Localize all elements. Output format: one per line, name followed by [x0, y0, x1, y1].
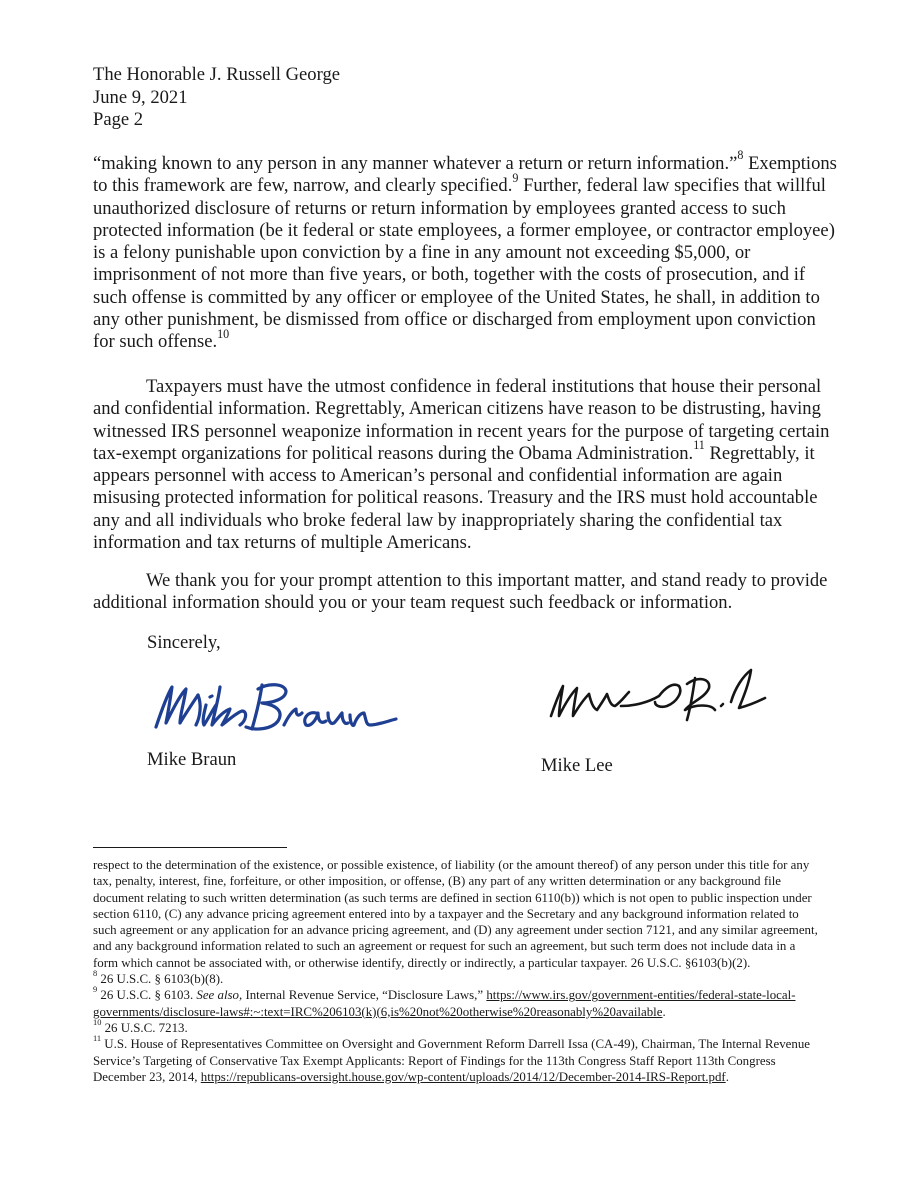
paragraph-2-text-b: Regrettably, it appears personnel with access to American’s personal and confidential information are again misusing protected information for political reasons. Treasury and the IRS must hold accountable any and all individuals who broke federal law by inappropriately sharing the confidential tax information and tax returns of multiple Americans. [93, 442, 818, 554]
footnote-10 [93, 1020, 821, 1036]
paragraph-3-text: We thank you for your prompt attention to this important matter, and stand ready to provide additional information should you or your team request such feedback or information. [93, 570, 828, 614]
footnote-9-end: . [662, 1004, 666, 1019]
paragraph-2 [93, 376, 838, 554]
signature-mike-braun [150, 675, 400, 737]
closing-salutation: Sincerely, [147, 632, 221, 653]
footnote-10-text: 26 U.S.C. 7213. [101, 1020, 188, 1035]
paragraph-1-text-c: Further, federal law specifies that willful unauthorized disclosure of returns or return information by employees granted access to such protected information (be it federal or state employees, a former employee, or contractor employee) is a felony punishable upon conviction by a fine in any amount not exceeding $5,000, or imprisonment of not more than five years, or both, together with the costs of prosecution, and if such offense is committed by any officer or employee of the United States, he shall, in addition to any other punishment, be dismissed from office or discharged from employment upon conviction for such offense. [93, 175, 835, 353]
footnote-continued: respect to the determination of the existence, or possible existence, of liability (or the amount thereof) of any person under this title for any tax, penalty, interest, fine, forfeiture, or other imposition, or offense, (B) any part of any written determination or any background file document relating to such written determination (as such terms are defined in section 6110(b)) which is not open to public inspection under section 6110, (C) any advance pricing agreement entered into by a taxpayer and the Secretary and any background information related to such agreement or any application for an advance pricing agreement, and (D) any agreement under section 7121, and any similar agreement, and any background information related to such an agreement or request for such an agreement, but such term does not include data in a form which cannot be associated with, or otherwise identify, directly or indirectly, a particular taxpayer. 26 U.S.C. §6103(b)(2). [93, 858, 818, 970]
footnote-11 [93, 1036, 821, 1085]
footnote-11-number: 11 [93, 1034, 102, 1044]
letter-header [93, 64, 340, 132]
footnote-9-see-also: See also, [196, 988, 243, 1003]
footnote-ref-9: 9 [512, 170, 519, 185]
page-number: Page 2 [93, 109, 144, 130]
signature-mike-lee [545, 658, 770, 728]
footnote-11-text: U.S. House of Representatives Committee on Oversight and Government Reform Darrell Issa (CA-49), Chairman, The Internal Revenue Service’s Targeting of Conservative Tax Exempt Applicants: Report of Findings for the 113th Congress Staff Report 113th Congress December 23, 2014, [93, 1037, 810, 1084]
footnote-9-source: Internal Revenue Service, “Disclosure Laws,” [242, 988, 487, 1003]
footnote-9 [93, 987, 821, 1020]
signer-name-lee: Mike Lee [541, 755, 613, 776]
footnotes [93, 857, 821, 1085]
footnote-8-number: 8 [93, 969, 98, 979]
recipient-line: The Honorable J. Russell George [93, 64, 341, 85]
paragraph-1-text-a: “making known to any person in any manner whatever a return or return information.” [93, 153, 738, 174]
date-line: June 9, 2021 [93, 86, 188, 108]
signer-name-braun: Mike Braun [147, 749, 237, 770]
footnote-11-end: . [725, 1069, 729, 1084]
footnote-ref-10: 10 [217, 326, 230, 341]
footnote-10-number: 10 [93, 1018, 102, 1027]
footnote-separator [93, 847, 287, 848]
footnote-ref-11: 11 [693, 438, 705, 453]
footnote-8-text: 26 U.S.C. § 6103(b)(8). [97, 972, 224, 987]
paragraph-1-text-b: Exemptions to this framework are few, narrow, and clearly specified. [93, 153, 837, 197]
footnote-9-text: 26 U.S.C. § 6103. [97, 988, 197, 1003]
footnote-8 [93, 971, 821, 987]
paragraph-3 [93, 570, 838, 615]
paragraph-1 [93, 148, 838, 354]
footnote-11-link[interactable]: https://republicans-oversight.house.gov/wp-content/uploads/2014/12/December-2014-IRS-Report.pdf [200, 1069, 726, 1084]
paragraph-2-text-a: Taxpayers must have the utmost confidence in federal institutions that house their personal and confidential information. Regrettably, American citizens have reason to be distrusting, having witnessed IRS personnel weaponize information in recent years for the purpose of targeting certain tax-exempt organizations for political reasons during the Obama Administration. [93, 376, 830, 464]
footnote-9-link[interactable]: https://www.irs.gov/government-entities/federal-state-local-governments/disclosure-laws#:~:text=IRC%206103(k)(6,is%20not%20otherwise%20reasonably%20available [93, 988, 796, 1019]
footnote-9-number: 9 [93, 985, 98, 995]
footnote-ref-8: 8 [737, 148, 744, 163]
